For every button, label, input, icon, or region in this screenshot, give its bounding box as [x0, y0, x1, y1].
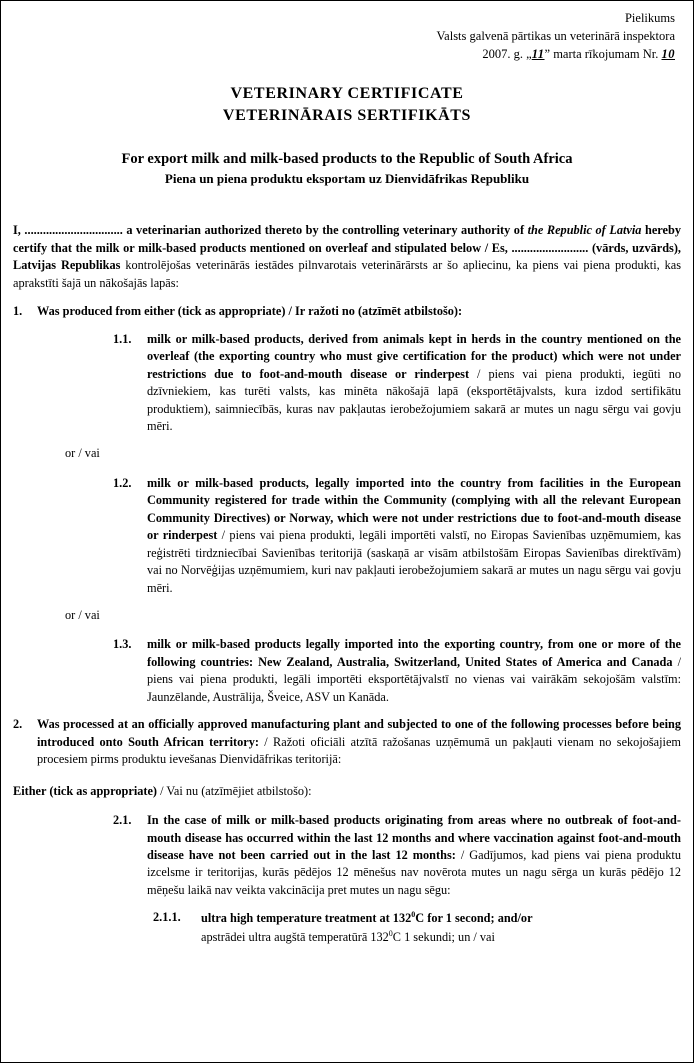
clause-1-1-text-en: milk or milk-based products, derived from animals kept in herds in the country mentioned on the overleaf (the exporting country who must give certification for the product) which were not under restrictions due to foot-and-mouth disease or rinderpest [147, 331, 681, 381]
clause-2-1-number: 2.1. [113, 813, 132, 828]
intro-text-country-lv: Latvijas Republikas [13, 258, 121, 273]
clause-2-1-1-number: 2.1.1. [153, 910, 181, 925]
clause-2-1-1-text [201, 909, 681, 946]
header-order-handwritten-number: 10 [661, 47, 675, 62]
intro-text-country-en: the Republic of Latvia [527, 223, 642, 238]
or-separator-2: or / vai [65, 608, 100, 623]
header-order-middle: ” marta rīkojumam Nr. [544, 47, 659, 62]
title-latvian: VETERINĀRAIS SERTIFIKĀTS [222, 106, 472, 124]
clause-1 [13, 303, 681, 320]
either-instruction-en: Either (tick as appropriate) [13, 783, 158, 798]
document-header [13, 9, 681, 63]
clause-1-1-number: 1.1. [113, 331, 132, 346]
clause-2-1-1-text-en-post: C for 1 second; and/or [415, 911, 533, 926]
clause-2-1-1-text-en-pre: ultra high temperature treatment at 132 [201, 911, 412, 926]
clause-2-1-1-degree-en: 0 [411, 910, 416, 920]
certificate-title [13, 83, 681, 126]
certificate-subtitle [13, 149, 681, 189]
clause-2-1-1-degree-lv: 0 [388, 928, 393, 938]
intro-text-a: I, ................................ a veterinarian authorized thereto by the controlling veterinary authority of [13, 223, 528, 238]
clause-1-1-text-lv: / piens vai piena produkti, iegūti no dzīvniekiem, kas turēti valsts, kas minēta nākošajā lapā (eksportētājvalsts, kura izdod sertifikātu produktiem), saimniecībās, kuras nav pakļautas ierobežojumiem sakarā ar mutes un nagu sērgu vai govju mēri. [147, 366, 682, 433]
intro-text-e: kontrolējošas veterinārās iestādes pilnvarotais veterinārārsts ar šo apliecinu, ka piens vai piena produkti, kas aprakstīti šajā un nākošajās lapās: [13, 258, 681, 290]
clause-1-3-text-en: milk or milk-based products legally imported into the exporting country, from one or more of the following countries: New Zealand, Australia, Switzerland, United States of America and Canada [147, 637, 681, 669]
clause-2-1-text-lv: / Gadījumos, kad piens vai piena produktu izcelsme ir teritorijas, kurās pēdējos 12 mēnešus nav novērota mutes un nagu sērga un kurās pēdējo 12 mēņešu laikā nav veikta vakcinācija pret mutes un nagu sēgu: [147, 848, 681, 897]
title-english: VETERINARY CERTIFICATE [230, 85, 464, 103]
document-body [13, 222, 681, 946]
intro-paragraph [13, 222, 681, 292]
clause-2-text-en: Was processed at an officially approved manufacturing plant and subjected to one of the following processes before being introduced onto South African territory: [37, 717, 681, 749]
clause-1-3-text [147, 636, 681, 706]
clause-2-1-1 [153, 909, 681, 946]
clause-1-2-text-lv: / piens vai piena produkti, legāli importēti valstī, no Eiropas Savienības uzņēmumiem, kas reģistrēti tirdzniecībai Savienības teritorijā (saskaņā ar visām atbilstošām Eiropas Savienības direktīvām) vai no Norvēģijas uzņēmumiem, kuri nav pakļauti ierobežojumiem sakarā ar mutes un nagu sērgu vai govju mēri. [147, 528, 681, 595]
clause-2-1-text-en: In the case of milk or milk-based products originating from areas where no outbreak of foot-and-mouth disease has occurred within the last 12 months and where vaccination against foot-and-mouth disease have not been carried out in the last 12 months: [147, 813, 681, 863]
either-instruction-lv: / Vai nu (atzīmējiet atbilstošo): [157, 783, 312, 798]
clause-1-2-text [147, 475, 681, 597]
subtitle-latvian: Piena un piena produktu eksportam uz Dienvidāfrikas Republiku [164, 170, 530, 186]
either-instruction [13, 783, 681, 800]
clause-1-text: Was produced from either (tick as appropriate) / Ir ražoti no (atzīmēt atbilstošo): [37, 304, 463, 319]
clause-1-2 [113, 475, 681, 597]
clause-2-1-text [147, 812, 681, 899]
clause-1-3-text-lv: / piens vai piena produkti, legāli importēti eksportētājvalstī no vienas vai vairākām sekojošām valstīm: Jaunzēlande, Austrālija, Šveice, ASV un Kanāda. [147, 654, 681, 704]
clause-2-1 [113, 812, 681, 899]
clause-2-1-1-text-lv-post: C 1 sekundi; un / vai [392, 930, 495, 945]
clause-1-1 [113, 331, 681, 436]
header-order-handwritten-day: 11 [531, 47, 545, 62]
clause-1-2-text-en: milk or milk-based products, legally imported into the country from facilities in the European Community registered for trade within the Community (complying with all the relevant European Community Directives) or Norway, which were not under restrictions due to foot-and-mouth disease or rinderpest [147, 475, 681, 543]
intro-text-c: hereby certify that the milk or milk-based products mentioned on overleaf and stipulated below / Es, ......................... (vārds, uzvārds), [13, 223, 681, 255]
clause-1-3 [113, 636, 681, 706]
clause-1-number: 1. [13, 304, 23, 319]
clause-1-2-number: 1.2. [113, 475, 132, 490]
header-line-authority: Valsts galvenā pārtikas un veterinārā inspektora [436, 29, 675, 44]
header-line-order [13, 45, 675, 63]
clause-1-3-number: 1.3. [113, 637, 132, 652]
clause-2 [13, 716, 681, 768]
clause-2-number: 2. [13, 717, 23, 732]
subtitle-english: For export milk and milk-based products to the Republic of South Africa [121, 150, 573, 167]
or-separator-1: or / vai [65, 446, 100, 461]
header-line-annex: Pielikums [624, 11, 675, 25]
clause-1-1-text [147, 331, 681, 436]
header-order-prefix: 2007. g. „ [482, 47, 532, 62]
clause-2-1-1-text-lv-pre: apstrādei ultra augštā temperatūrā 132 [201, 930, 389, 945]
clause-2-text-lv: / Ražoti oficiāli atzītā ražošanas uzņēmumā un pakļauti vienam no sekojošajiem procesiem pirms produktu ievešanas Dienvidāfrikas teritorijā: [37, 734, 681, 767]
clause-2-text [37, 716, 681, 768]
